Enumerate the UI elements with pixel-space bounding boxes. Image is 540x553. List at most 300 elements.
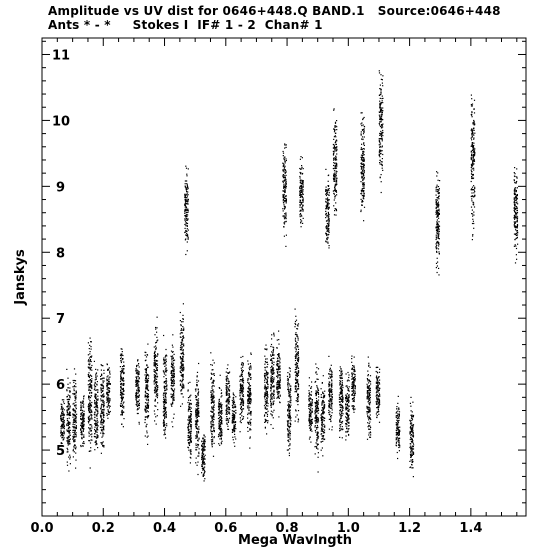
data-point (95, 379, 96, 380)
data-point (271, 351, 272, 352)
data-point (303, 194, 304, 195)
data-point (68, 424, 69, 425)
data-point (282, 190, 283, 191)
data-point (267, 377, 268, 378)
data-point (314, 426, 315, 427)
data-point (190, 435, 191, 436)
data-point (247, 401, 248, 402)
data-point (100, 427, 101, 428)
data-point (227, 378, 228, 379)
data-point (278, 366, 279, 367)
data-point (276, 364, 277, 365)
data-point (137, 385, 138, 386)
data-point (106, 413, 107, 414)
data-point (187, 228, 188, 229)
data-point (184, 224, 185, 225)
data-point (318, 392, 319, 393)
data-point (188, 383, 189, 384)
data-point (180, 371, 181, 372)
data-point (271, 394, 272, 395)
data-point (96, 410, 97, 411)
data-point (324, 404, 325, 405)
data-point (122, 380, 123, 381)
data-point (64, 425, 65, 426)
data-point (172, 345, 173, 346)
data-point (156, 337, 157, 338)
data-point (295, 339, 296, 340)
data-point (273, 347, 274, 348)
data-point (301, 167, 302, 168)
data-point (227, 424, 228, 425)
data-point (205, 463, 206, 464)
data-point (164, 409, 165, 410)
data-point (273, 354, 274, 355)
data-point (108, 403, 109, 404)
data-point (184, 218, 185, 219)
data-point (146, 431, 147, 432)
data-point (309, 393, 310, 394)
data-point (284, 148, 285, 149)
data-point (188, 424, 189, 425)
data-point (75, 453, 76, 454)
data-point (183, 374, 184, 375)
data-point (109, 372, 110, 373)
data-point (212, 407, 213, 408)
data-point (285, 162, 286, 163)
data-point (265, 375, 266, 376)
data-point (147, 393, 148, 394)
data-point (184, 213, 185, 214)
data-point (189, 431, 190, 432)
data-point (265, 345, 266, 346)
data-point (120, 381, 121, 382)
data-point (273, 350, 274, 351)
data-point (61, 406, 62, 407)
data-point (90, 407, 91, 408)
data-point (72, 439, 73, 440)
data-point (240, 393, 241, 394)
data-point (106, 394, 107, 395)
data-point (173, 390, 174, 391)
data-point (273, 364, 274, 365)
data-point (316, 385, 317, 386)
data-point (234, 422, 235, 423)
data-point (311, 431, 312, 432)
data-point (265, 395, 266, 396)
data-point (278, 397, 279, 398)
data-point (310, 401, 311, 402)
data-point (181, 328, 182, 329)
data-point (265, 361, 266, 362)
data-point (283, 210, 284, 211)
data-point (273, 362, 274, 363)
data-point (328, 378, 329, 379)
data-point (289, 410, 290, 411)
data-point (267, 373, 268, 374)
data-point (171, 372, 172, 373)
data-point (89, 451, 90, 452)
data-point (68, 425, 69, 426)
data-point (148, 375, 149, 376)
data-point (68, 427, 69, 428)
data-point (242, 376, 243, 377)
data-point (321, 388, 322, 389)
data-point (185, 200, 186, 201)
data-point (63, 419, 64, 420)
data-point (264, 422, 265, 423)
data-point (250, 385, 251, 386)
data-point (109, 407, 110, 408)
data-point (324, 420, 325, 421)
data-point (273, 333, 274, 334)
data-point (247, 414, 248, 415)
data-point (83, 434, 84, 435)
data-point (70, 439, 71, 440)
data-point (183, 345, 184, 346)
data-point (220, 416, 221, 417)
data-point (187, 209, 188, 210)
data-point (212, 398, 213, 399)
data-point (267, 391, 268, 392)
data-point (278, 353, 279, 354)
data-point (289, 448, 290, 449)
data-point (67, 420, 68, 421)
data-point (67, 418, 68, 419)
data-point (290, 386, 291, 387)
data-point (229, 372, 230, 373)
data-point (186, 223, 187, 224)
data-point (289, 384, 290, 385)
data-point (308, 406, 309, 407)
data-point (289, 376, 290, 377)
data-point (183, 303, 184, 304)
data-point (273, 379, 274, 380)
data-point (183, 330, 184, 331)
data-point (190, 451, 191, 452)
data-point (289, 443, 290, 444)
data-point (73, 420, 74, 421)
data-point (101, 413, 102, 414)
data-point (90, 368, 91, 369)
data-point (327, 229, 328, 230)
data-point (195, 390, 196, 391)
data-point (135, 395, 136, 396)
data-point (271, 338, 272, 339)
data-point (266, 433, 267, 434)
data-point (138, 405, 139, 406)
data-point (314, 446, 315, 447)
data-point (75, 422, 76, 423)
data-point (197, 420, 198, 421)
data-point (202, 453, 203, 454)
data-point (182, 336, 183, 337)
data-point (139, 387, 140, 388)
data-point (188, 450, 189, 451)
data-point (329, 188, 330, 189)
data-point (83, 424, 84, 425)
data-point (196, 432, 197, 433)
data-point (63, 439, 64, 440)
data-point (73, 389, 74, 390)
data-point (220, 430, 221, 431)
data-point (218, 418, 219, 419)
data-point (219, 438, 220, 439)
data-point (185, 225, 186, 226)
data-point (104, 378, 105, 379)
data-point (285, 246, 286, 247)
data-point (284, 164, 285, 165)
data-point (197, 436, 198, 437)
data-point (316, 398, 317, 399)
data-point (107, 389, 108, 390)
data-point (289, 444, 290, 445)
data-point (221, 433, 222, 434)
data-point (235, 413, 236, 414)
data-point (219, 388, 220, 389)
data-point (315, 425, 316, 426)
data-point (198, 426, 199, 427)
data-point (94, 400, 95, 401)
data-point (187, 187, 188, 188)
data-point (67, 465, 68, 466)
data-point (302, 206, 303, 207)
data-point (121, 355, 122, 356)
data-point (94, 429, 95, 430)
data-point (138, 404, 139, 405)
data-point (90, 424, 91, 425)
data-point (220, 375, 221, 376)
data-point (212, 365, 213, 366)
data-point (234, 446, 235, 447)
data-point (308, 399, 309, 400)
data-point (284, 159, 285, 160)
data-point (250, 422, 251, 423)
data-point (211, 439, 212, 440)
data-point (60, 418, 61, 419)
data-point (312, 411, 313, 412)
data-point (101, 422, 102, 423)
data-point (75, 383, 76, 384)
data-point (323, 395, 324, 396)
data-point (221, 405, 222, 406)
data-point (146, 425, 147, 426)
data-point (188, 417, 189, 418)
data-point (61, 431, 62, 432)
data-point (74, 420, 75, 421)
data-point (283, 170, 284, 171)
data-point (146, 407, 147, 408)
data-point (302, 199, 303, 200)
data-point (67, 412, 68, 413)
data-point (290, 439, 291, 440)
data-point (62, 415, 63, 416)
data-point (64, 422, 65, 423)
data-point (163, 397, 164, 398)
data-point (148, 436, 149, 437)
data-point (300, 200, 301, 201)
data-point (75, 402, 76, 403)
data-point (316, 402, 317, 403)
data-point (68, 431, 69, 432)
data-point (273, 396, 274, 397)
data-point (97, 410, 98, 411)
data-point (310, 405, 311, 406)
data-point (287, 372, 288, 373)
data-point (221, 434, 222, 435)
data-point (248, 399, 249, 400)
data-point (227, 418, 228, 419)
data-point (232, 422, 233, 423)
data-point (287, 428, 288, 429)
data-point (94, 402, 95, 403)
data-point (220, 435, 221, 436)
data-point (287, 420, 288, 421)
data-point (242, 403, 243, 404)
data-point (213, 415, 214, 416)
data-point (196, 414, 197, 415)
data-point (328, 223, 329, 224)
data-point (147, 367, 148, 368)
data-point (108, 394, 109, 395)
data-point (297, 379, 298, 380)
data-point (266, 382, 267, 383)
data-point (154, 362, 155, 363)
data-point (107, 385, 108, 386)
data-point (81, 425, 82, 426)
data-point (186, 233, 187, 234)
data-point (184, 220, 185, 221)
data-point (309, 414, 310, 415)
data-point (198, 395, 199, 396)
data-point (272, 355, 273, 356)
data-point (321, 415, 322, 416)
data-point (186, 180, 187, 181)
data-point (101, 404, 102, 405)
data-point (270, 413, 271, 414)
data-point (327, 205, 328, 206)
data-point (101, 396, 102, 397)
data-point (123, 397, 124, 398)
data-point (89, 386, 90, 387)
data-point (318, 396, 319, 397)
data-point (164, 393, 165, 394)
data-point (81, 432, 82, 433)
data-point (103, 395, 104, 396)
data-point (69, 432, 70, 433)
data-point (186, 168, 187, 169)
data-point (286, 186, 287, 187)
data-point (301, 194, 302, 195)
data-point (109, 367, 110, 368)
data-point (157, 340, 158, 341)
data-point (185, 180, 186, 181)
data-point (332, 394, 333, 395)
data-point (67, 451, 68, 452)
data-point (67, 425, 68, 426)
data-point (267, 384, 268, 385)
data-point (248, 409, 249, 410)
data-point (187, 218, 188, 219)
data-point (234, 429, 235, 430)
data-point (123, 362, 124, 363)
data-point (271, 378, 272, 379)
data-point (280, 371, 281, 372)
data-point (136, 394, 137, 395)
data-point (316, 417, 317, 418)
data-point (73, 403, 74, 404)
data-point (154, 420, 155, 421)
data-point (289, 415, 290, 416)
data-point (157, 385, 158, 386)
data-point (287, 410, 288, 411)
data-point (271, 379, 272, 380)
data-point (122, 384, 123, 385)
data-point (164, 362, 165, 363)
data-point (97, 406, 98, 407)
data-point (102, 442, 103, 443)
data-point (101, 427, 102, 428)
data-point (328, 212, 329, 213)
data-point (72, 386, 73, 387)
data-point (67, 448, 68, 449)
data-point (189, 423, 190, 424)
data-point (180, 312, 181, 313)
data-point (88, 406, 89, 407)
data-point (80, 402, 81, 403)
data-point (145, 387, 146, 388)
data-point (183, 386, 184, 387)
data-point (321, 429, 322, 430)
data-point (267, 420, 268, 421)
data-point (75, 386, 76, 387)
data-point (185, 202, 186, 203)
data-point (69, 407, 70, 408)
data-point (210, 392, 211, 393)
data-point (121, 370, 122, 371)
data-point (249, 413, 250, 414)
data-point (89, 348, 90, 349)
data-point (328, 216, 329, 217)
data-point (271, 375, 272, 376)
data-point (301, 188, 302, 189)
data-point (174, 383, 175, 384)
data-point (311, 413, 312, 414)
data-point (182, 356, 183, 357)
data-point (198, 389, 199, 390)
data-point (232, 421, 233, 422)
data-point (155, 348, 156, 349)
data-point (146, 372, 147, 373)
data-point (295, 421, 296, 422)
data-point (81, 403, 82, 404)
data-point (285, 180, 286, 181)
data-point (211, 431, 212, 432)
data-point (89, 416, 90, 417)
data-point (154, 334, 155, 335)
data-point (180, 356, 181, 357)
data-point (249, 438, 250, 439)
data-point (315, 432, 316, 433)
data-point (229, 418, 230, 419)
data-point (101, 444, 102, 445)
data-point (288, 431, 289, 432)
data-point (196, 384, 197, 385)
data-point (75, 393, 76, 394)
data-point (89, 436, 90, 437)
data-point (321, 394, 322, 395)
data-point (195, 421, 196, 422)
data-point (154, 413, 155, 414)
